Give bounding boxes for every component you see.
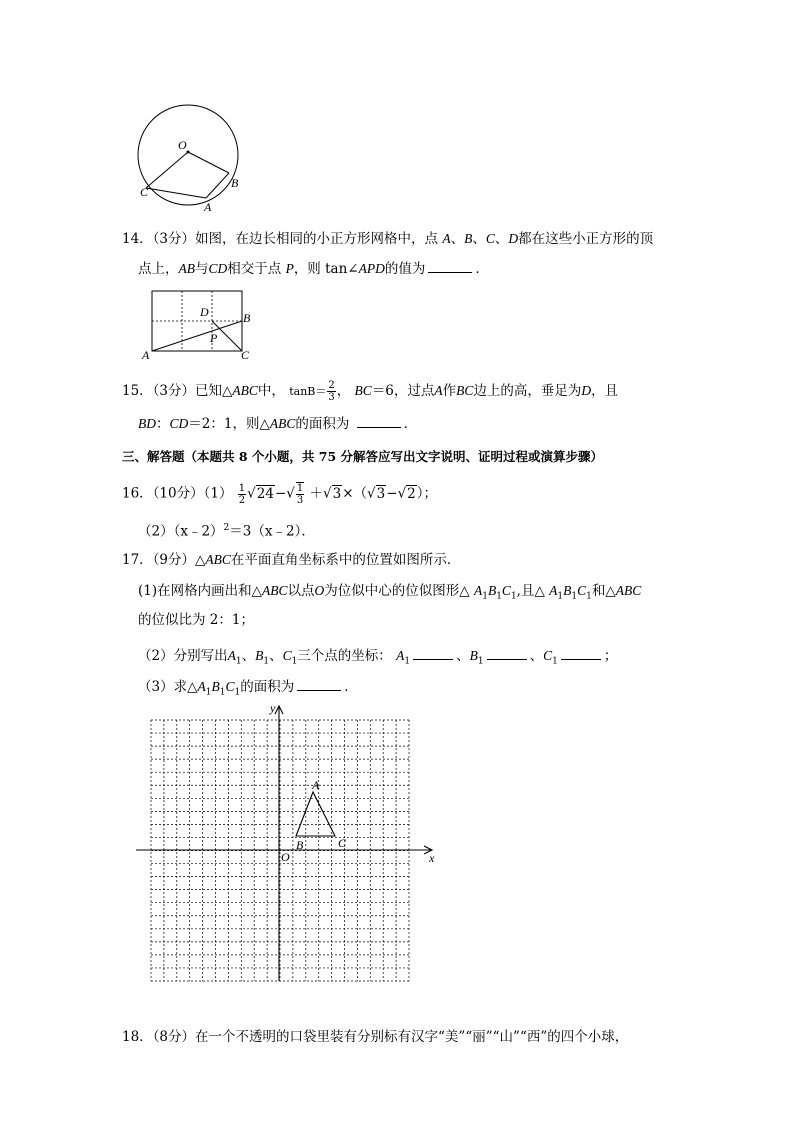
- q17-part1: (1)在网格内画出和△ABC以点O为位似中心的位似图形△ $A_1B_1C_1$,且△ $A_1B_1C_1$和△ABC: [138, 583, 642, 602]
- label-c14: C: [241, 348, 250, 362]
- label-a14: A: [142, 348, 150, 362]
- label-a17: A: [312, 778, 320, 792]
- label-a: A: [204, 200, 212, 214]
- q17-part2: （2）分别写出$A_1$、$B_1$、$C_1$三个点的坐标： $A_1$ 、$B_1$ 、$C_1$ ；: [138, 648, 618, 667]
- fraction-half: $\frac{1}{2}$: [238, 482, 246, 506]
- answer-blank: [487, 646, 527, 660]
- q17-stem: 17．（9分）△ABC在平面直角坐标系中的位置如图所示．: [122, 552, 461, 568]
- label-b14: B: [243, 311, 251, 325]
- section-heading: 三、解答题（本题共 8 个小题，共 75 分解答应写出文字说明、证明过程或演算步骤）: [122, 449, 604, 464]
- circle-o: [138, 105, 238, 205]
- label-o: O: [178, 138, 187, 152]
- q17-part3: （3）求$\triangle A_1B_1C_1$的面积为 ．: [138, 679, 358, 698]
- answer-blank: [413, 646, 453, 660]
- q14-line1: 14．（3分）如图，在边长相同的小正方形网格中，点 A、B、C、D都在这些小正方形的顶: [122, 231, 654, 247]
- q16-line2: （2）（x﹣2）$^2$＝3（x﹣2）．: [138, 523, 315, 540]
- label-c17: C: [338, 836, 347, 850]
- q18-line1: 18．（8分）在一个不透明的口袋里装有分别标有汉字“美”“丽”“山”“西”的四个小球，: [122, 1029, 629, 1045]
- answer-blank: [297, 677, 341, 691]
- fraction-2-3: $\frac{2}{3}$: [328, 380, 335, 403]
- q14-line2: 点上，AB与CD相交于点 P，则 tan∠APD的值为 ．: [138, 261, 489, 277]
- label-c: C: [140, 185, 149, 199]
- fraction-third: $\frac{1}{3}$: [296, 483, 304, 506]
- circle-figure: [130, 100, 250, 215]
- q17-part1b: 的位似比为 2：1；: [138, 612, 254, 628]
- label-p14: P: [210, 331, 218, 345]
- grid-figure-14: [138, 286, 258, 362]
- label-d14: D: [200, 305, 209, 319]
- coordinate-grid-figure: [134, 700, 444, 985]
- label-o17: O: [281, 850, 290, 864]
- answer-blank: [561, 646, 601, 660]
- label-x: x: [429, 851, 435, 865]
- label-b17: B: [296, 838, 304, 852]
- q15-line2: BD：CD＝2：1，则△ABC的面积为 ．: [138, 416, 418, 432]
- answer-blank: [357, 414, 401, 428]
- q16-line1: 16．（10分）（1） $\frac{1}{2}$ √24−√ $\frac{1}{3}$ ＋√3×（√3−√2）；: [122, 482, 438, 506]
- answer-blank: [428, 259, 472, 273]
- label-y: y: [270, 701, 276, 715]
- label-b: B: [231, 176, 239, 190]
- q15-line1: 15．（3分）已知△ABC中， tanB＝ $\frac{2}{3}$ ， BC＝6，过点A作BC边上的高，垂足为D，且: [122, 380, 619, 403]
